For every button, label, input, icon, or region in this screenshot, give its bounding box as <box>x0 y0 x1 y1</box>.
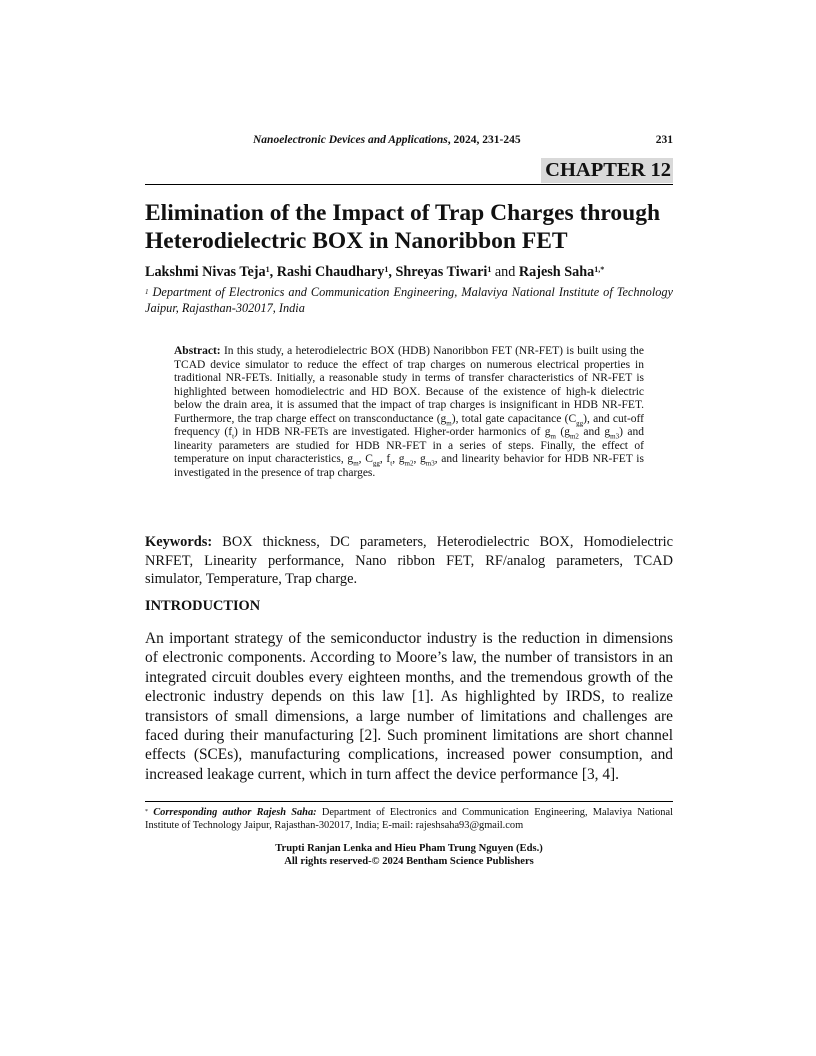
keywords <box>145 533 673 589</box>
chapter-label: CHAPTER 12 <box>541 158 673 183</box>
abstract-text: (g <box>555 426 570 438</box>
subscript: t <box>390 459 393 468</box>
abstract-text: , g <box>392 453 405 465</box>
author-name: Rajesh Saha <box>518 264 595 280</box>
subscript: m2 <box>569 432 579 441</box>
author-list <box>145 263 685 281</box>
author-conjunction: and <box>491 264 519 280</box>
subscript: gg <box>576 418 584 427</box>
journal-citation <box>253 134 521 146</box>
copyright-line: All rights reserved-© 2024 Bentham Science Publishers <box>284 855 534 867</box>
footnote-mark: * <box>145 809 148 815</box>
affiliation <box>145 284 673 316</box>
title-line-2: Heterodielectric BOX in Nanoribbon FET <box>145 228 568 254</box>
section-heading-introduction: INTRODUCTION <box>145 598 261 614</box>
abstract-text: , g <box>413 453 426 465</box>
subscript: m3 <box>425 459 435 468</box>
subscript: gg <box>372 459 380 468</box>
author-name: Shreyas Tiwari <box>395 264 488 280</box>
abstract-text: and g <box>578 426 611 438</box>
abstract-label: Abstract: <box>174 345 221 357</box>
affiliation-text: Department of Electronics and Communication Engineering, Malaviya National Institute of Technology Jaipur, Rajasthan-302017, India <box>145 285 674 315</box>
author-affiliation-mark: 1 <box>487 265 492 274</box>
author-affiliation-mark: 1,* <box>594 265 605 274</box>
title-line-1: Elimination of the Impact of Trap Charges through <box>145 200 661 226</box>
subscript: m2 <box>404 459 414 468</box>
subscript: m3 <box>610 432 620 441</box>
abstract-text: , and linearity behavior for HDB NR-FET is investigated in the presence of trap charges. <box>174 453 644 479</box>
author-separator: , <box>269 264 277 280</box>
abstract-text: In this study, a heterodielectric BOX (HDB) Nanoribbon FET (NR-FET) is built using the TCAD device simulator to reduce the effect of trap charges on numerous electrical properties in traditional NR-FETs. Initially, a reasonable study in terms of transfer characteristics of NR-FET is highlighted between homodielectric and HD BOX. Because of the existence of high-k dielectric below the drain area, it is assumed that the impact of trap charges is insignificant in HDB NR-FET. Furthermore, the trap charge effect on transconductance (g <box>174 345 644 425</box>
paper-title <box>145 199 685 255</box>
abstract-text: ), and cut-off frequency (f <box>174 412 644 438</box>
author-separator: , <box>388 264 396 280</box>
footnote-text: Department of Electronics and Communication Engineering, Malaviya National Institute of Technology Jaipur, Rajasthan-302017, India; E-mail: rajeshsaha93@gmail.com <box>145 807 673 831</box>
introduction-paragraph: An important strategy of the semiconductor industry is the reduction in dimensions of electronic components. According to Moore’s law, the number of transistors in an integrated circuit doubles every eighteen months, and the tremendous growth of the electronic industry depends on this law [1]. As highlighted by IRDS, to realize transistors of small dimensions, a large number of limitations and challenges are faced during their manufacturing [2]. Such prominent limitations are short channel effects (SCEs), manufacturing complications, increased power consumption, and increased leakage current, which in turn affect the device performance [3, 4]. <box>145 630 673 783</box>
author-affiliation-mark: 1 <box>384 265 389 274</box>
journal-name: Nanoelectronic Devices and Applications <box>253 134 448 146</box>
abstract-text: , C <box>358 453 373 465</box>
keywords-text: BOX thickness, DC parameters, Heterodielectric BOX, Homodielectric NRFET, Linearity performance, Nano ribbon FET, RF/analog parameters, TCAD simulator, Temperature, Trap charge. <box>145 534 673 587</box>
subscript: m <box>353 459 359 468</box>
subscript: m <box>446 418 452 427</box>
page-number: 231 <box>655 134 673 146</box>
abstract-text: ), total gate capacitance (C <box>451 412 577 425</box>
footnote <box>145 806 673 832</box>
author-name: Rashi Chaudhary <box>276 264 385 280</box>
abstract-text: ) and linearity parameters are studied for HDB NR-FET in a series of steps. Finally, the effect of temperature on input characteristics, g <box>174 426 644 465</box>
journal-details: , 2024, 231-245 <box>447 134 521 146</box>
subscript: m <box>550 432 556 441</box>
affiliation-mark: 1 <box>145 288 149 296</box>
abstract <box>174 345 644 480</box>
keywords-label: Keywords: <box>145 534 213 550</box>
abstract-text: , f <box>379 453 391 465</box>
author-name: Lakshmi Nivas Teja <box>145 264 266 280</box>
abstract-text: ) in HDB NR-FETs are investigated. Higher-order harmonics of g <box>234 426 551 438</box>
editors-line: Trupti Ranjan Lenka and Hieu Pham Trung Nguyen (Eds.) <box>275 843 543 854</box>
subscript: t <box>232 432 235 441</box>
chapter-banner <box>145 158 673 185</box>
author-affiliation-mark: 1 <box>265 265 270 274</box>
footnote-label: Corresponding author Rajesh Saha: <box>153 807 317 818</box>
footnote-divider <box>145 801 673 802</box>
publisher-info <box>145 843 673 868</box>
